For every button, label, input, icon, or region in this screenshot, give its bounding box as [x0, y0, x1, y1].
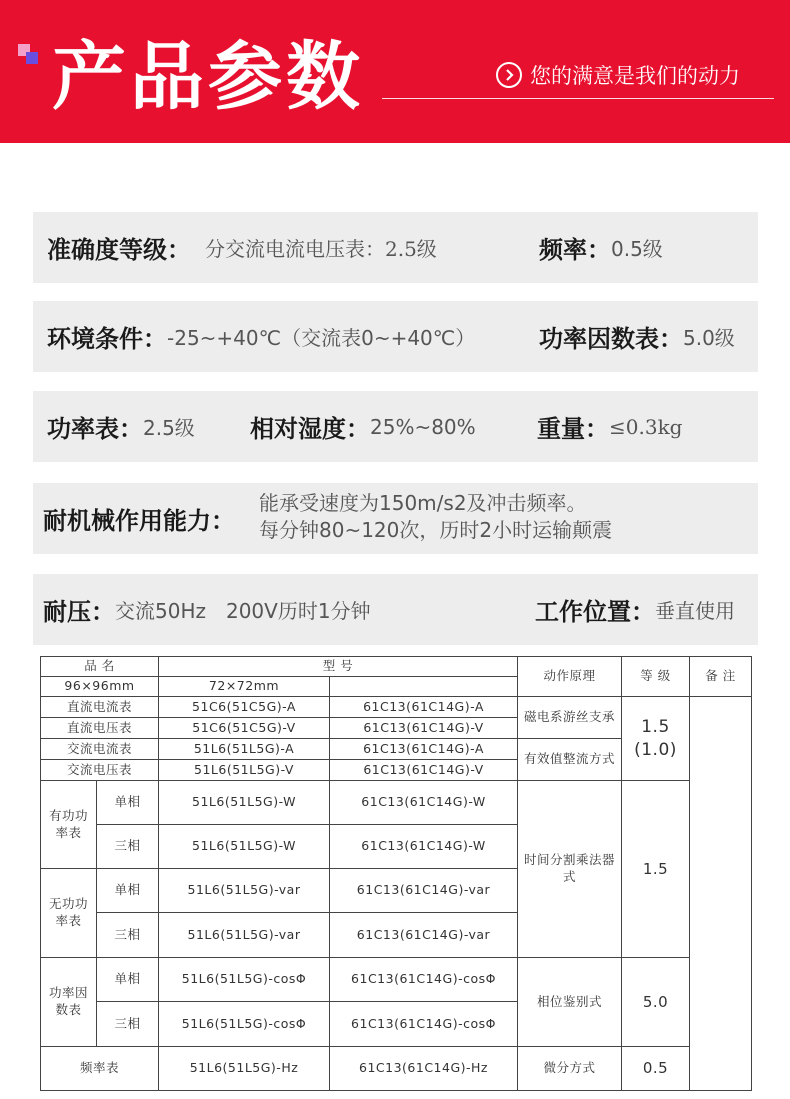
row-ac-current-model2: 61C13(61C14G)-A — [330, 739, 518, 760]
grade-cell-1 — [622, 697, 690, 781]
mechanical-line-1: 能承受速度为150m/s2及冲击频率。 — [259, 491, 587, 515]
reactive-power-name: 无功功率表 — [41, 869, 97, 958]
header-size-72: 72×72mm — [159, 677, 330, 697]
position-value: 垂直使用 — [655, 599, 735, 623]
mechanical-label: 耐机械作用能力： — [43, 507, 235, 535]
grade-1: 1.5 — [641, 716, 670, 737]
header-empty — [330, 677, 518, 697]
power-meter-label: 功率表： — [47, 415, 143, 443]
banner-slogan — [496, 58, 740, 92]
spec-row-withstand — [33, 574, 758, 645]
active-single-label: 单相 — [97, 781, 159, 825]
row-dc-voltage-model1: 51C6(51C5G)-V — [159, 718, 330, 739]
withstand-value: 交流50Hz 200V历时1分钟 — [115, 599, 371, 623]
freq-meter-name: 频率表 — [41, 1047, 159, 1091]
row-dc-current-name: 直流电流表 — [41, 697, 159, 718]
weight-value: ≤0.3kg — [609, 414, 683, 439]
header-grade: 等 级 — [622, 657, 690, 697]
pf-three-model2: 61C13(61C14G)-cosΦ — [330, 1002, 518, 1047]
page-title: 产品参数 — [52, 34, 364, 120]
active-power-name: 有功功率表 — [41, 781, 97, 869]
active-three-label: 三相 — [97, 825, 159, 869]
position-label: 工作位置： — [535, 598, 655, 626]
active-three-model2: 61C13(61C14G)-W — [330, 825, 518, 869]
active-three-model1: 51L6(51L5G)-W — [159, 825, 330, 869]
grade-4: 0.5 — [622, 1047, 690, 1091]
reactive-three-model2: 61C13(61C14G)-var — [330, 913, 518, 958]
reactive-three-model1: 51L6(51L5G)-var — [159, 913, 330, 958]
pf-single-label: 单相 — [97, 958, 159, 1002]
row-ac-current-model1: 51L6(51L5G)-A — [159, 739, 330, 760]
pf-three-model1: 51L6(51L5G)-cosΦ — [159, 1002, 330, 1047]
principle-rectifier: 有效值整流方式 — [518, 739, 622, 781]
humidity-label: 相对湿度： — [250, 415, 370, 443]
remark-cell — [690, 697, 752, 1091]
row-dc-current-model1: 51C6(51C5G)-A — [159, 697, 330, 718]
active-single-model1: 51L6(51L5G)-W — [159, 781, 330, 825]
power-factor-name: 功率因数表 — [41, 958, 97, 1047]
principle-phase: 相位鉴别式 — [518, 958, 622, 1047]
spec-table — [40, 656, 752, 1091]
row-dc-current-model2: 61C13(61C14G)-A — [330, 697, 518, 718]
pf-single-model1: 51L6(51L5G)-cosΦ — [159, 958, 330, 1002]
row-dc-voltage-model2: 61C13(61C14G)-V — [330, 718, 518, 739]
spec-row-accuracy — [33, 212, 758, 283]
weight-label: 重量： — [537, 415, 609, 443]
pf-single-model2: 61C13(61C14G)-cosΦ — [330, 958, 518, 1002]
grade-1b: (1.0) — [634, 739, 677, 760]
withstand-label: 耐压： — [43, 598, 115, 626]
environment-value: -25~+40℃（交流表0~+40℃） — [167, 326, 476, 350]
frequency-value: 0.5级 — [611, 237, 663, 261]
grade-3: 5.0 — [622, 958, 690, 1047]
reactive-three-label: 三相 — [97, 913, 159, 958]
principle-differential: 微分方式 — [518, 1047, 622, 1091]
active-single-model2: 61C13(61C14G)-W — [330, 781, 518, 825]
header-remark: 备 注 — [690, 657, 752, 697]
header-name: 品 名 — [41, 657, 159, 677]
row-ac-voltage-model2: 61C13(61C14G)-V — [330, 760, 518, 781]
power-meter-value: 2.5级 — [143, 416, 195, 440]
accuracy-value: 分交流电流电压表：2.5级 — [205, 237, 437, 261]
principle-time-division: 时间分割乘法器式 — [518, 781, 622, 958]
slogan-text: 您的满意是我们的动力 — [530, 64, 740, 88]
row-ac-current-name: 交流电流表 — [41, 739, 159, 760]
row-dc-voltage-name: 直流电压表 — [41, 718, 159, 739]
spec-row-environment — [33, 301, 758, 372]
logo-squares-icon — [18, 44, 40, 66]
humidity-value: 25%~80% — [370, 414, 476, 439]
reactive-single-model1: 51L6(51L5G)-var — [159, 869, 330, 913]
row-ac-voltage-model1: 51L6(51L5G)-V — [159, 760, 330, 781]
pf-three-label: 三相 — [97, 1002, 159, 1047]
spec-row-mechanical — [33, 483, 758, 554]
grade-2: 1.5 — [622, 781, 690, 958]
header-banner — [0, 0, 790, 143]
freq-model2: 61C13(61C14G)-Hz — [330, 1047, 518, 1091]
accuracy-label: 准确度等级： — [47, 236, 191, 264]
power-factor-label: 功率因数表： — [539, 325, 683, 353]
power-factor-value: 5.0级 — [683, 326, 735, 350]
chevron-right-circle-icon — [496, 62, 522, 88]
header-model: 型 号 — [159, 657, 518, 677]
reactive-single-model2: 61C13(61C14G)-var — [330, 869, 518, 913]
principle-magnetoelectric: 磁电系游丝支承 — [518, 697, 622, 739]
row-ac-voltage-name: 交流电压表 — [41, 760, 159, 781]
mechanical-line-2: 每分钟80~120次，历时2小时运输颠震 — [259, 518, 613, 542]
spec-row-power — [33, 391, 758, 462]
header-principle: 动作原理 — [518, 657, 622, 697]
divider — [382, 98, 774, 99]
environment-label: 环境条件： — [47, 325, 167, 353]
frequency-label: 频率： — [539, 236, 611, 264]
freq-model1: 51L6(51L5G)-Hz — [159, 1047, 330, 1091]
header-size-96: 96×96mm — [41, 677, 159, 697]
reactive-single-label: 单相 — [97, 869, 159, 913]
